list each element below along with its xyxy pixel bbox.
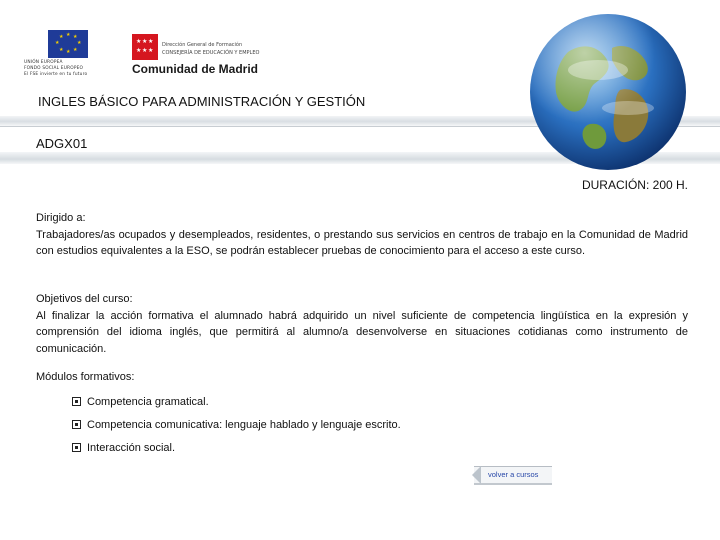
cam-name: Comunidad de Madrid	[132, 62, 258, 76]
checkbox-bullet-icon	[72, 397, 81, 406]
cam-line-2: CONSEJERÍA DE EDUCACIÓN Y EMPLEO	[162, 50, 260, 56]
back-to-courses-button[interactable]	[474, 466, 552, 485]
list-item	[72, 413, 401, 436]
target-audience-label: Dirigido a:	[36, 212, 86, 224]
course-code: ADGX01	[36, 136, 88, 151]
objectives-text: Al finalizar la acción formativa el alumnado habrá adquirido un nivel suficiente de competencia lingüística en la expresión y comprensión del idioma inglés, que permitirá al alumno/a desenvolverse en situaciones cotidianas como instrumento de comunicación.	[36, 309, 688, 355]
checkbox-bullet-icon	[72, 420, 81, 429]
back-to-courses-label: volver a cursos	[488, 470, 539, 479]
madrid-flag-icon: ★ ★ ★ ★ ★ ★	[132, 34, 158, 60]
globe-icon	[528, 12, 688, 172]
objectives-label: Objetivos del curso:	[36, 293, 133, 305]
modules-list	[72, 390, 401, 459]
target-audience-section	[36, 210, 688, 260]
modules-label: Módulos formativos:	[36, 371, 135, 383]
checkbox-bullet-icon	[72, 443, 81, 452]
list-item	[72, 390, 401, 413]
module-item-label: Competencia comunicativa: lenguaje hablado y lenguaje escrito.	[87, 418, 401, 431]
target-audience-text: Trabajadores/as ocupados y desempleados, residentes, o prestando sus servicios en centros de trabajo en la Comunidad de Madrid con estudios equivalentes a la ESO, se podrán establecer pruebas de conocimiento para el acceso a este curso.	[36, 228, 688, 257]
eu-line-2: FONDO SOCIAL EUROPEO	[24, 66, 84, 71]
course-duration: DURACIÓN: 200 H.	[581, 178, 688, 192]
cam-line-1: Dirección General de Formación	[162, 42, 243, 48]
eu-flag-icon: ★ ★ ★ ★ ★ ★ ★ ★	[48, 30, 88, 58]
arrow-left-icon	[472, 466, 481, 484]
eu-fse-logo	[24, 28, 116, 80]
list-item	[72, 436, 401, 459]
module-item-label: Competencia gramatical.	[87, 395, 209, 408]
comunidad-madrid-logo	[132, 34, 302, 78]
module-item-label: Interacción social.	[87, 441, 176, 454]
objectives-section	[36, 291, 688, 357]
course-title: INGLES BÁSICO PARA ADMINISTRACIÓN Y GESTIÓN	[38, 94, 366, 109]
eu-line-3: El FSE invierte en tu futuro	[24, 72, 88, 77]
eu-line-1: UNIÓN EUROPEA	[24, 60, 63, 65]
